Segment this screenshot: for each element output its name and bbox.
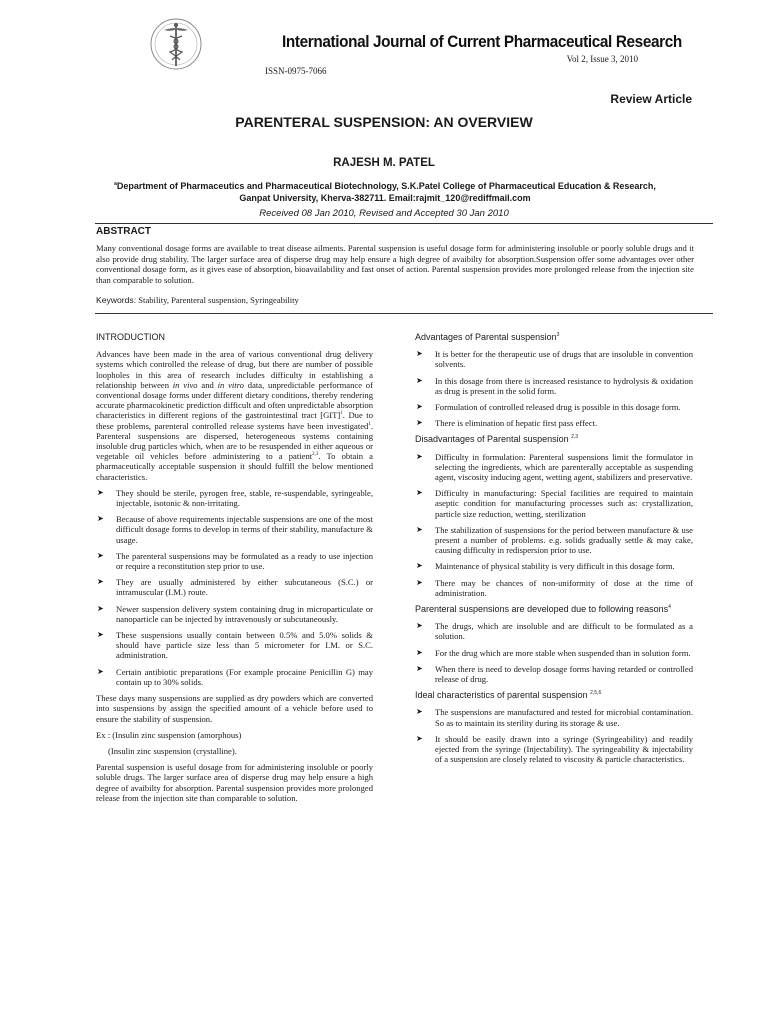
affiliation-text: Department of Pharmaceutics and Pharmaceutical Biotechnology, S.K.Patel College of Pharmaceutical Education & Research, Ganpat University, Kherva-382711. Email:rajmit_120@rediffmail.com	[116, 181, 656, 203]
list-item: ➤ It should be easily drawn into a syringe (Syringeability) and readily ejected from the syringe (Injectability). The syringeability & injectability of a suspension are closely related to viscosity & particle characteristics.	[416, 733, 693, 765]
article-type: Review Article	[610, 92, 692, 106]
arrow-bullet-icon: ➤	[416, 561, 423, 571]
arrow-bullet-icon: ➤	[97, 550, 104, 560]
arrow-bullet-icon: ➤	[416, 733, 423, 743]
list-item: ➤ Maintenance of physical stability is very difficult in this dosage form.	[416, 561, 675, 572]
list-item: ➤ When there is need to develop dosage forms having retarded or controlled release of drug.	[416, 663, 693, 685]
list-item: ➤ Difficulty in formulation: Parenteral suspensions limit the formulator in selecting the ingredients, which are parenterally acceptable as suspending agent, viscosity inducing agent, wetting agent, stabilizers and preservative.	[416, 451, 693, 483]
list-item: ➤ There may be chances of non-uniformity of dose at the time of administration.	[416, 577, 693, 598]
keywords-value: Stability, Parenteral suspension, Syringeability	[138, 295, 299, 305]
article-title: PARENTERAL SUSPENSION: AN OVERVIEW	[235, 114, 533, 130]
list-item: ➤ Newer suspension delivery system containing drug in microparticulate or nanoparticle can be injected by intravenously or subcutaneously.	[97, 603, 373, 624]
arrow-bullet-icon: ➤	[416, 663, 423, 673]
list-item: ➤ There is elimination of hepatic first pass effect.	[416, 418, 598, 429]
arrow-bullet-icon: ➤	[97, 514, 104, 524]
list-item: ➤ For the drug which are more stable when suspended than in solution form.	[416, 647, 691, 658]
disadvantages-list	[415, 452, 693, 598]
reasons-list	[415, 621, 693, 684]
list-item: ➤ They are usually administered by either subcutaneous (S.C.) or intramuscular (I.M.) route.	[97, 577, 373, 598]
list-item: ➤ They should be sterile, pyrogen free, stable, re-suspendable, syringeable, injectable, isotonic & non-irritating.	[97, 487, 373, 509]
ideal-characteristics-list	[415, 707, 693, 764]
affiliation-mark: a	[114, 181, 117, 187]
arrow-bullet-icon: ➤	[416, 451, 423, 461]
arrow-bullet-icon: ➤	[416, 418, 423, 428]
list-item: ➤ It is better for the therapeutic use of drugs that are insoluble in convention solvents.	[416, 349, 693, 370]
arrow-bullet-icon: ➤	[416, 488, 423, 498]
intro-heading: INTRODUCTION	[96, 332, 165, 342]
reasons-heading: Parenteral suspensions are developed due to following reasons$^4$	[415, 604, 671, 615]
intro-paragraph: Advances have been made in the area of various conventional drug delivery systems which controlled the release of drug, but there are number of possible loopholes in this area of research includes difficulty in establishing a relationship between in vivo and in vitro data, unpredictable performance of conventional dosage forms under different dietary conditions, thereby rendering accurate pharmacokinetic prediction difficult and often unpredictable absorption characteristics in different regions of the gastrointestinal tract [GIT]$^1$. Due to these problems, parenteral controlled release systems have been investigated$^1$. Parenteral suspensions are dispersed, heterogeneous systems containing insoluble drug particles which, when are to be resuspended in either aqueous or vegetable oil vehicles before administering to a patient$^{2,3}$. To obtain a pharmaceutically acceptable suspension it should fulfill the below mentioned characteristics.	[96, 349, 373, 482]
example-crystalline: (Insulin zinc suspension (crystalline).	[108, 745, 237, 756]
arrow-bullet-icon: ➤	[416, 621, 423, 631]
list-item: ➤ Because of above requirements injectable suspensions are one of the most difficult dosage forms to develop in terms of their stability, manufacture & usage.	[97, 514, 373, 545]
advantages-heading: Advantages of Parental suspension$^3$	[415, 332, 560, 342]
divider-bottom	[95, 313, 713, 314]
keywords-line	[96, 295, 299, 305]
caduceus-logo	[150, 16, 202, 72]
abstract-text: Many conventional dosage forms are available to treat disease ailments. Parental suspension is useful dosage form for administering insoluble or poorly soluble drugs and it also provide drug stability. The larger surface area of disperse drug may help ensure a high degree of avaibilty for absorption.Suspension offer some advantages over other conventional dosage form, as it gives ease of absorption, bioavailability and fast onset of action. Parental suspension provides more prolonged release from the injection site than comparable to solution.	[96, 243, 694, 285]
arrow-bullet-icon: ➤	[416, 375, 423, 385]
list-item: ➤ These suspensions usually contain between 0.5% and 5.0% solids & should have particle size less than 5 micrometer for I.M. or S.C. administration.	[97, 630, 373, 661]
list-item: ➤ The drugs, which are insoluble and are difficult to be formulated as a solution.	[416, 621, 693, 642]
dry-powder-paragraph: These days many suspensions are supplied as dry powders which are converted into suspensions by assign the specified amount of a vehicle before used to ensure the stability of suspension.	[96, 693, 373, 724]
arrow-bullet-icon: ➤	[416, 402, 423, 412]
arrow-bullet-icon: ➤	[416, 349, 423, 359]
affiliation	[105, 180, 665, 204]
advantages-list	[415, 349, 693, 428]
list-item: ➤ The parenteral suspensions may be formulated as a ready to use injection or require a reconstitution step prior to use.	[97, 550, 373, 572]
arrow-bullet-icon: ➤	[416, 707, 423, 717]
list-item: ➤ Certain antibiotic preparations (For example procaine Penicillin G) may contain up to 30% solids.	[97, 666, 373, 687]
characteristics-list	[96, 488, 373, 687]
summary-paragraph: Parental suspension is useful dosage from for administering insoluble or poorly soluble drugs. The larger surface area of disperse drug may help ensure a high degree of avaibilty for absorption. Parental suspension provides more prolonged release from the injection site than comparable to solution.	[96, 762, 373, 803]
arrow-bullet-icon: ➤	[97, 603, 104, 613]
arrow-bullet-icon: ➤	[97, 487, 104, 497]
arrow-bullet-icon: ➤	[416, 524, 423, 534]
right-column	[415, 332, 693, 771]
abstract-heading: ABSTRACT	[96, 226, 151, 237]
list-item: ➤ Difficulty in manufacturing: Special facilities are required to maintain aseptic condition for manufacturing processes such as: crystallization, particle size reduction, wetting, sterilization	[416, 488, 693, 519]
issn: ISSN-0975-7066	[265, 66, 327, 76]
volume-issue: Vol 2, Issue 3, 2010	[566, 54, 638, 64]
arrow-bullet-icon: ➤	[416, 647, 423, 657]
list-item: ➤ Formulation of controlled released drug is possible in this dosage form.	[416, 402, 681, 413]
ideal-characteristics-heading: Ideal characteristics of parental suspension $^{2,5,6}$	[415, 690, 602, 701]
keywords-label: Keywords:	[96, 295, 137, 305]
example-amorphous: Ex : (Insulin zinc suspension (amorphous)	[96, 729, 242, 740]
disadvantages-heading: Disadvantages of Parental suspension $^{2,3}$	[415, 434, 579, 445]
arrow-bullet-icon: ➤	[97, 577, 104, 587]
left-column	[96, 332, 373, 809]
arrow-bullet-icon: ➤	[416, 577, 423, 587]
divider-top	[95, 223, 713, 224]
received-dates: Received 08 Jan 2010, Revised and Accepted 30 Jan 2010	[259, 208, 509, 219]
list-item: ➤ In this dosage from there is increased resistance to hydrolysis & oxidation as drug is present in the solid form.	[416, 375, 693, 396]
arrow-bullet-icon: ➤	[97, 666, 104, 676]
list-item: ➤ The stabilization of suspensions for the period between manufacture & use present a number of problems. e.g. solids gradually settle & may cake, causing difficulty in redispersion prior to use.	[416, 524, 693, 556]
list-item: ➤ The suspensions are manufactured and tested for microbial contamination. So as to maintain its sterility during its storage & use.	[416, 707, 693, 728]
journal-title: International Journal of Current Pharmaceutical Research	[282, 32, 682, 51]
author-name: RAJESH M. PATEL	[333, 157, 435, 169]
arrow-bullet-icon: ➤	[97, 630, 104, 640]
